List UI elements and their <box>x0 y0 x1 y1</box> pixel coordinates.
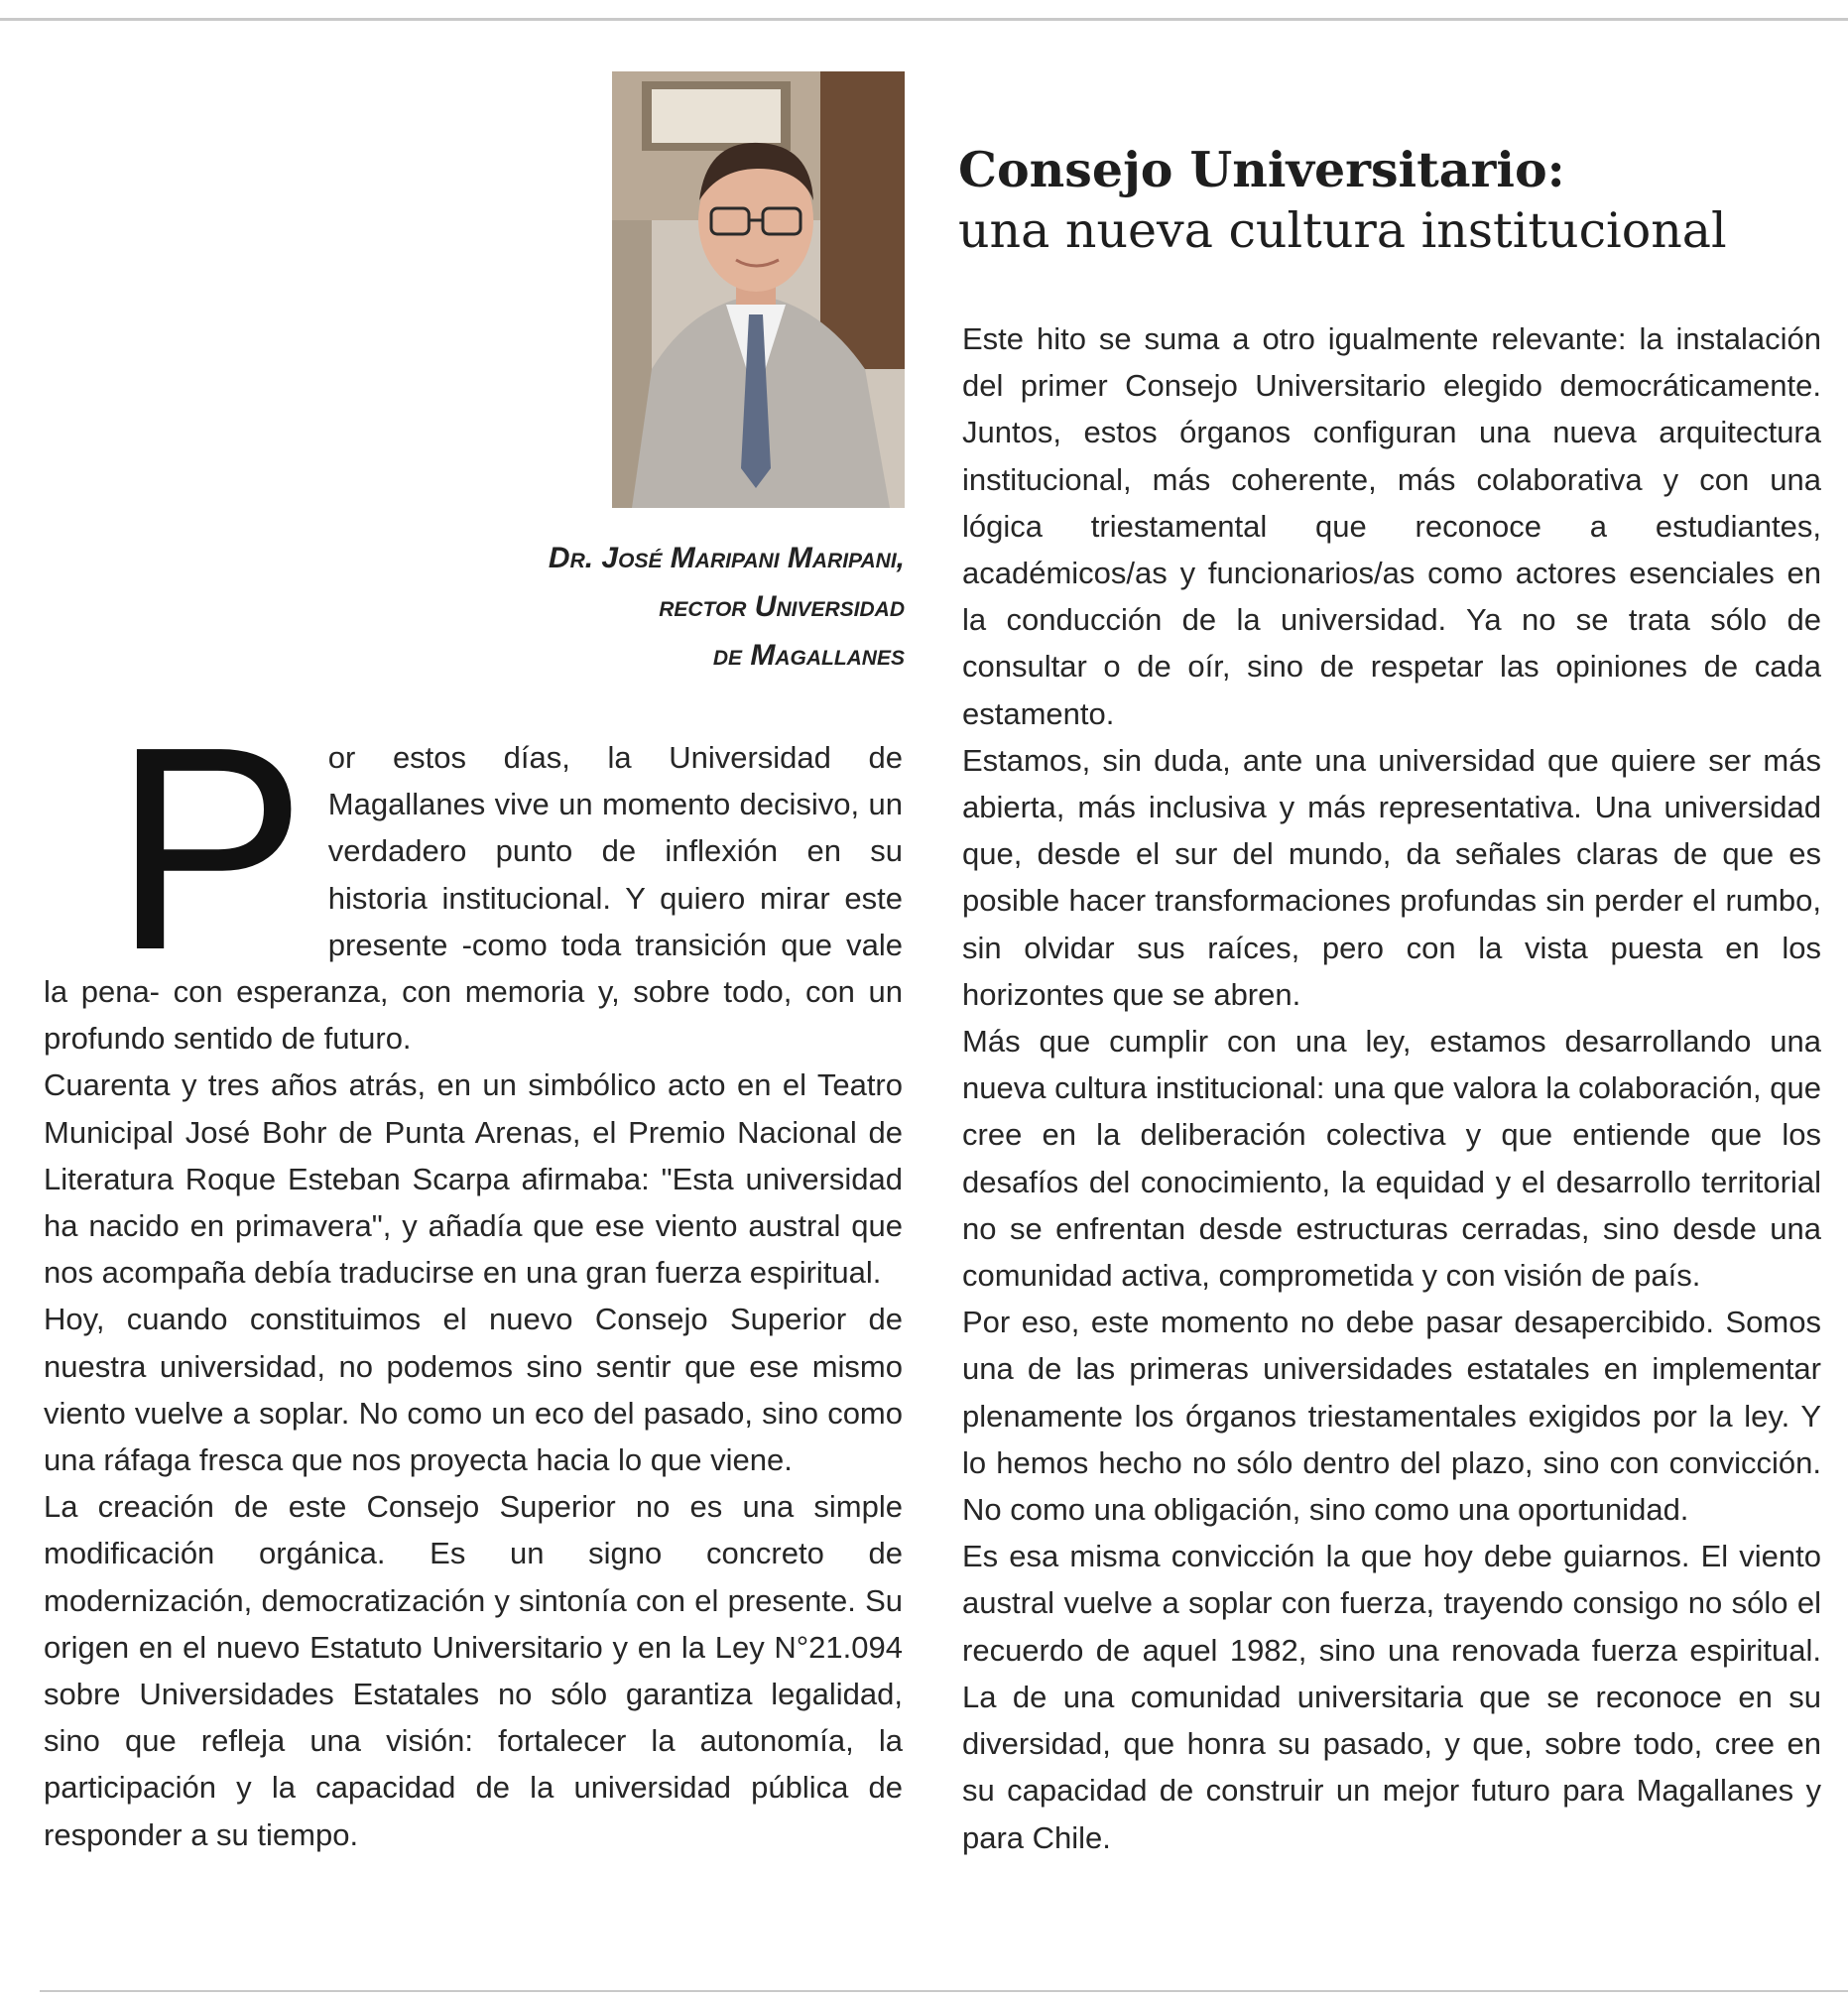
photo-caption <box>417 534 905 680</box>
right-paragraph-1: Este hito se suma a otro igualmente relevante: la instalación del primer Consejo Universitario elegido democráticamente. Juntos, estos órganos configuran una nueva arquitectura institucional, más coherente, más colaborativa y con una lógica triestamental que reconoce a estudiantes, académicos/as y funcionarios/as como actores esenciales en la conducción de la universidad. Ya no se trata sólo de consultar o de oír, sino de respetar las opiniones de cada estamento. <box>962 321 1821 731</box>
author-portrait-photo <box>612 71 905 508</box>
bottom-divider <box>40 1990 1848 1992</box>
left-paragraph-4: La creación de este Consejo Superior no es una simple modificación orgánica. Es un signo concreto de modernización, democratización y sintonía con el presente. Su origen en el nuevo Estatuto Universitario y en la Ley N°21.094 sobre Universidades Estatales no sólo garantiza legalidad, sino que refleja una visión: fortalecer la autonomía, la participación y la capacidad de la universidad pública de responder a su tiempo. <box>44 1489 903 1852</box>
left-paragraph-2: Cuarenta y tres años atrás, en un simbólico acto en el Teatro Municipal José Bohr de Punta Arenas, el Premio Nacional de Literatura Roque Esteban Scarpa afirmaba: "Esta universidad ha nacido en primavera", y añadía que ese viento austral que nos acompaña debía traducirse en una gran fuerza espiritual. <box>44 1067 903 1291</box>
right-text-column <box>962 315 1821 1861</box>
left-paragraph-1-text: or estos días, la Universidad de Magallanes vive un momento decisivo, un verdadero punto de inflexión en su historia institucional. Y quiero mirar este presente -como toda transición que vale la pena- con esperanza, con memoria y, sobre todo, con un profundo sentido de futuro. <box>44 740 903 1057</box>
right-paragraph-4: Por eso, este momento no debe pasar desapercibido. Somos una de las primeras universidades estatales en implementar plenamente los órganos triestamentales exigidos por la ley. Y lo hemos hecho no sólo dentro del plazo, sino con convicción. No como una obligación, sino como una oportunidad. <box>962 1305 1821 1528</box>
caption-author-role: rector Universidad <box>659 590 905 623</box>
left-paragraph-3: Hoy, cuando constituimos el nuevo Consejo Superior de nuestra universidad, no podemos sino sentir que ese mismo viento vuelve a soplar. No como un eco del pasado, sino como una ráfaga fresca que nos proyecta hacia lo que viene. <box>44 1302 903 1478</box>
headline-subtitle: una nueva cultura institucional <box>958 202 1727 259</box>
headline-title: Consejo Universitario: <box>958 141 1565 198</box>
article-headline <box>958 139 1831 262</box>
left-text-column <box>44 687 903 1858</box>
right-paragraph-3: Más que cumplir con una ley, estamos desarrollando una nueva cultura institucional: una que valora la colaboración, que cree en la deliberación colectiva y que entiende que los desafíos del conocimiento, la equidad y el desarrollo territorial no se enfrentan desde estructuras cerradas, sino desde una comunidad activa, comprometida y con visión de país. <box>962 1024 1821 1294</box>
left-paragraph-1 <box>44 687 903 1062</box>
caption-author-institution: de Magallanes <box>712 639 905 672</box>
right-paragraph-5: Es esa misma convicción la que hoy debe guiarnos. El viento austral vuelve a soplar con fuerza, trayendo consigo no sólo el recuerdo de aquel 1982, sino una renovada fuerza espiritual. La de una comunidad universitaria que se reconoce en su diversidad, que honra su pasado, y que, sobre todo, cree en su capacidad de construir un mejor futuro para Magallanes y para Chile. <box>962 1539 1821 1855</box>
drop-cap: P <box>113 687 307 1010</box>
right-paragraph-2: Estamos, sin duda, ante una universidad que quiere ser más abierta, más inclusiva y más representativa. Una universidad que, desde el sur del mundo, da señales claras de que es posible hacer transformaciones profundas sin perder el rumbo, sin olvidar sus raíces, pero con la vista puesta en los horizontes que se abren. <box>962 742 1821 1012</box>
caption-author-name: Dr. José Maripani Maripani, <box>548 542 905 574</box>
top-divider <box>0 18 1848 21</box>
